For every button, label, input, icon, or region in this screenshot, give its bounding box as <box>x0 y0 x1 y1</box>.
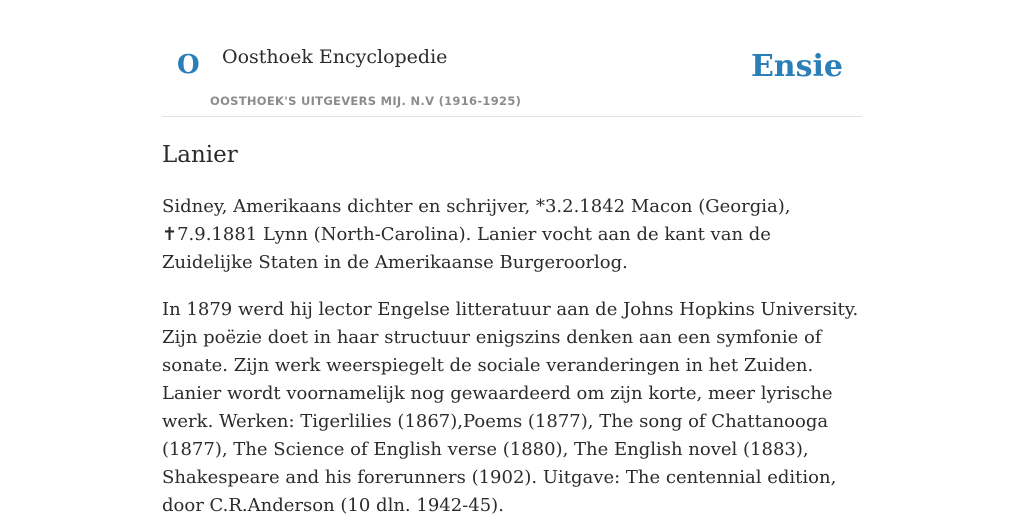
entry-paragraph-2: In 1879 werd hij lector Engelse litteratuur aan de Johns Hopkins University. Zijn poëzie doet in haar structuur enigszins denken aan een symfonie of sonate. Zijn werk weerspiegelt de sociale veranderingen in het Zuiden. Lanier wordt voornamelijk nog gewaardeerd om zijn korte, meer lyrische werk. Werken: Tigerlilies (1867),Poems (1877), The song of Chattanooga (1877), The Science of English verse (1880), The English novel (1883), Shakespeare and his forerunners (1902). Uitgave: The centennial edition, door C.R.Anderson (10 dln. 1942-45). <box>162 298 859 516</box>
publisher-label: OOSTHOEK'S UITGEVERS MIJ. N.V (1916-1925) <box>210 94 522 108</box>
article-page <box>162 0 862 520</box>
encyclopedia-title-link[interactable]: Oosthoek Encyclopedie <box>222 46 448 68</box>
encyclopedia-header <box>162 0 862 117</box>
entry-title: Lanier <box>162 142 238 168</box>
entry-paragraph-1: Sidney, Amerikaans dichter en schrijver, *3.2.1842 Macon (Georgia), ✝7.9.1881 Lynn (North-Carolina). Lanier vocht aan de kant van de Zuidelijke Staten in de Amerikaanse Burgeroorlog. <box>162 195 791 273</box>
ensie-logo-link[interactable]: Ensie <box>750 49 843 84</box>
encyclopedia-logo-icon[interactable]: O <box>177 50 200 80</box>
